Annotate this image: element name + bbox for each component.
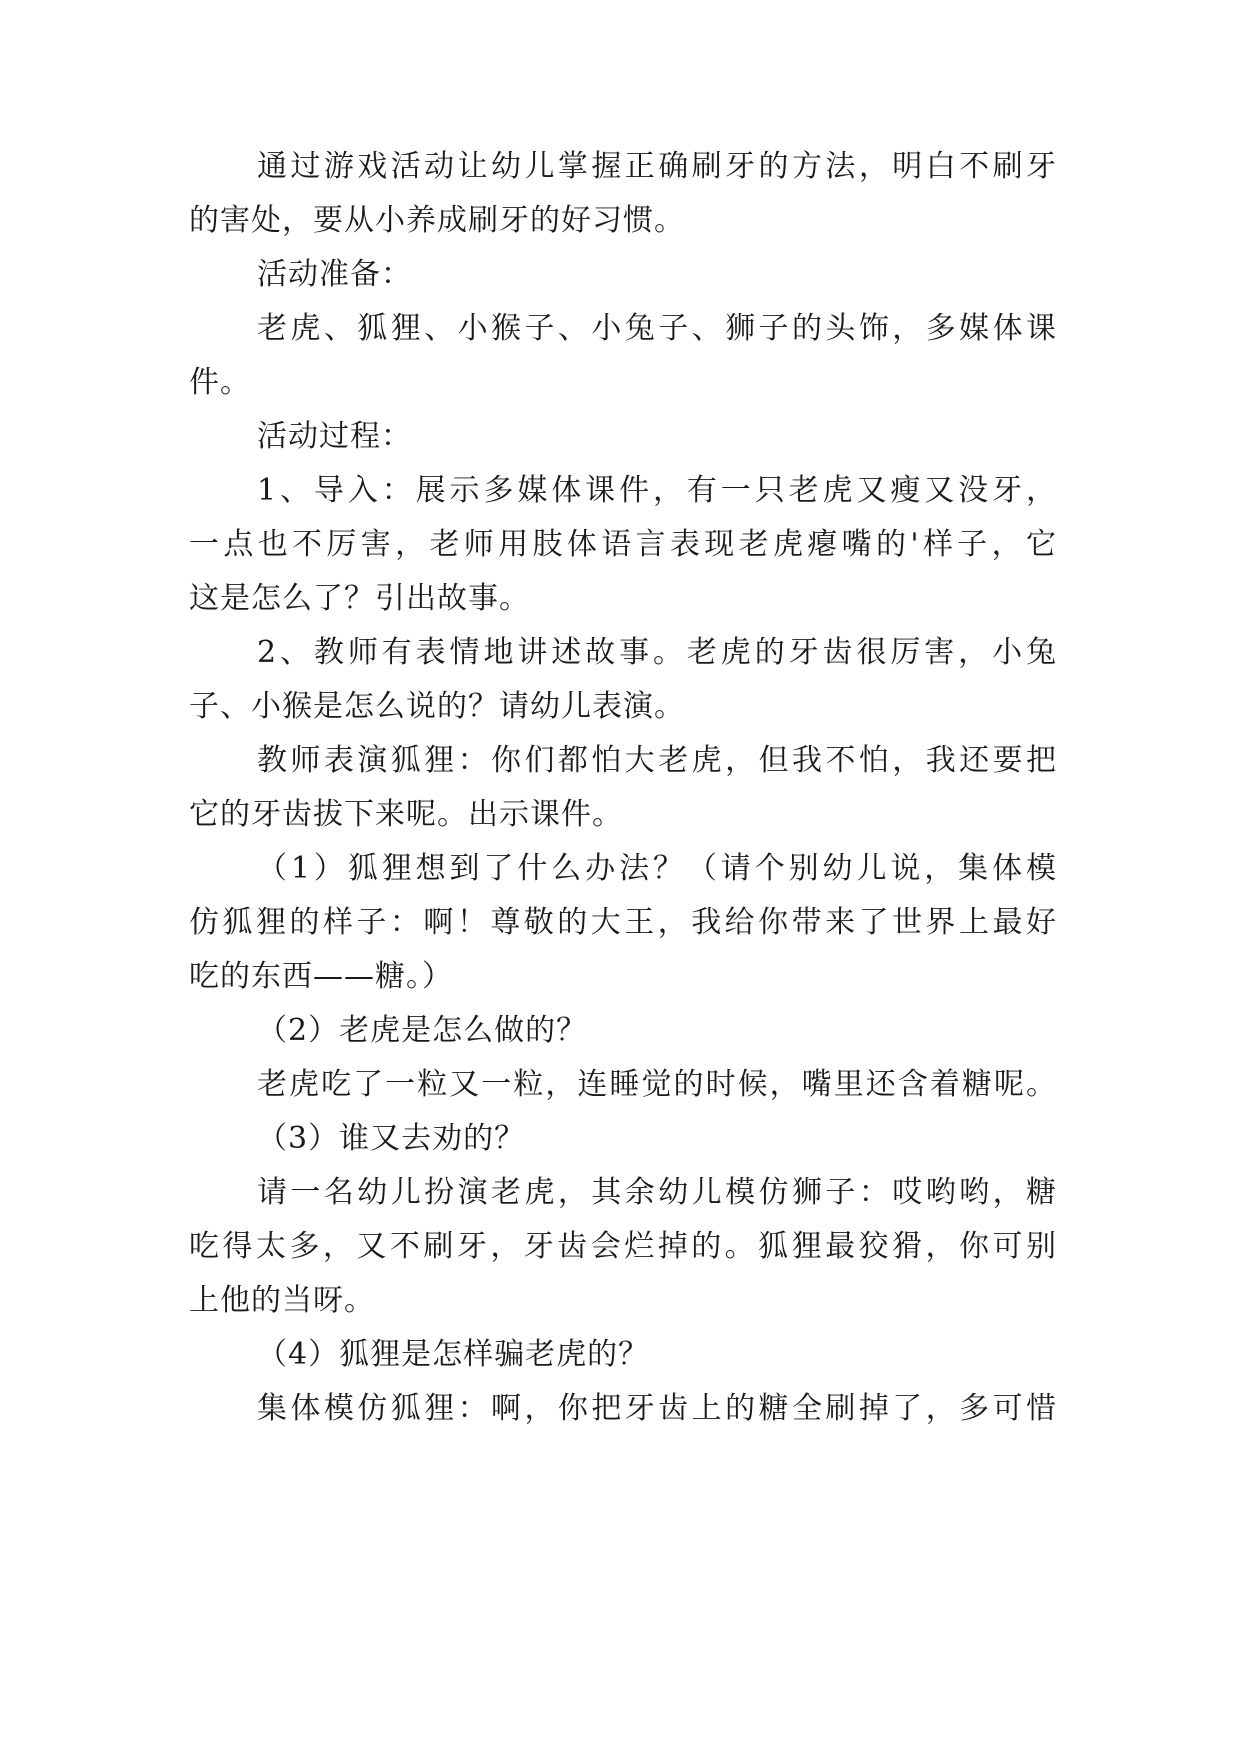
paragraph-line: 吃的东西——糖。） [189,959,453,994]
section-heading: 活动准备： [257,257,412,292]
paragraph-line: （3）谁又去劝的？ [257,1121,526,1156]
paragraph-line: 子、小猴是怎么说的？请幼儿表演。 [189,689,685,724]
paragraph-line: （2）老虎是怎么做的？ [257,1013,588,1048]
paragraph-line: 1、导入：展示多媒体课件，有一只老虎又瘦又没牙， [257,473,1057,508]
paragraph-line: 它的牙齿拔下来呢。出示课件。 [189,797,623,832]
paragraph-line: 老虎吃了一粒又一粒，连睡觉的时候，嘴里还含着糖呢。 [257,1067,1057,1102]
paragraph-line: 教师表演狐狸：你们都怕大老虎，但我不怕，我还要把 [257,743,1057,778]
paragraph-line: 请一名幼儿扮演老虎，其余幼儿模仿狮子：哎哟哟，糖 [257,1175,1057,1210]
paragraph-line: 件。 [189,365,251,400]
paragraph-line: 通过游戏活动让幼儿掌握正确刷牙的方法，明白不刷牙 [257,149,1057,184]
paragraph-line: 的害处，要从小养成刷牙的好习惯。 [189,203,685,238]
section-heading: 活动过程： [257,419,412,454]
paragraph-line: 2、教师有表情地讲述故事。老虎的牙齿很厉害，小兔 [257,635,1057,670]
paragraph-line: （4）狐狸是怎样骗老虎的？ [257,1337,650,1372]
paragraph-line: 集体模仿狐狸：啊，你把牙齿上的糖全刷掉了，多可惜 [257,1391,1057,1426]
paragraph-line: 吃得太多，又不刷牙，牙齿会烂掉的。狐狸最狡猾，你可别 [189,1229,1057,1264]
paragraph-line: （1）狐狸想到了什么办法？（请个别幼儿说，集体模 [257,851,1057,886]
paragraph-line: 一点也不厉害，老师用肢体语言表现老虎瘪嘴的'样子，它 [189,527,1057,562]
paragraph-line: 这是怎么了？引出故事。 [189,581,530,616]
paragraph-line: 仿狐狸的样子：啊！尊敬的大王，我给你带来了世界上最好 [189,905,1057,940]
paragraph-line: 上他的当呀。 [189,1283,375,1318]
paragraph-line: 老虎、狐狸、小猴子、小兔子、狮子的头饰，多媒体课 [257,311,1057,346]
